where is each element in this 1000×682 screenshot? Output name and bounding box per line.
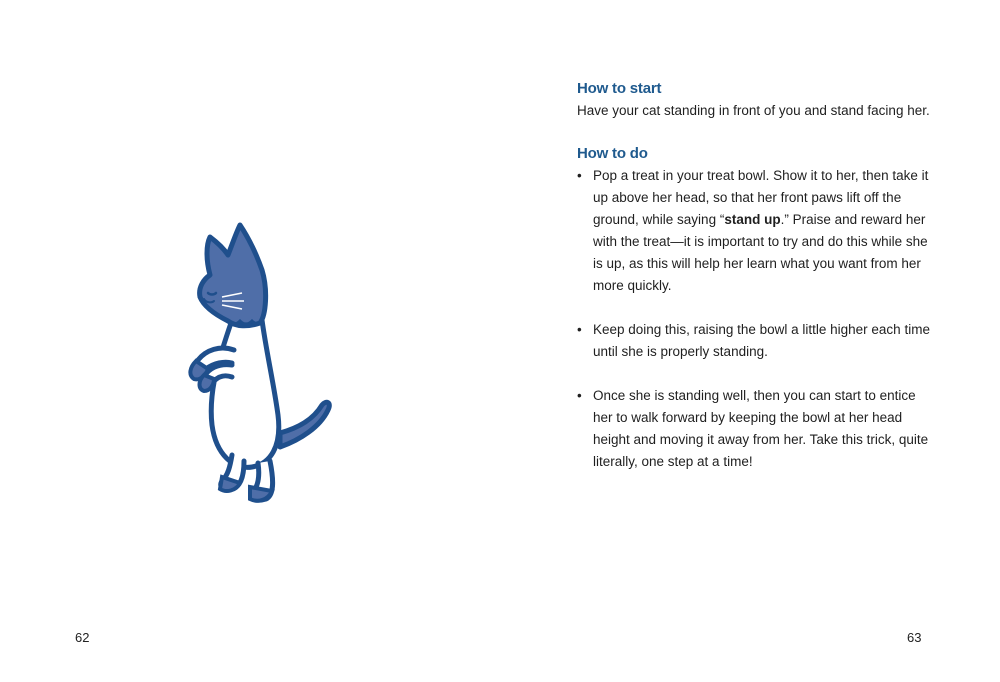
list-item [577, 165, 937, 297]
right-page [500, 0, 1000, 682]
bullet-icon: • [577, 168, 582, 183]
heading-how-to-do: How to do [577, 145, 648, 162]
list-item [577, 319, 937, 363]
instructions [577, 78, 937, 473]
step-text-after: .” Praise and reward her with the treat—it is important to try and do this while she is up, as this will help her learn what you want from her more quickly. [593, 212, 928, 293]
bullet-icon: • [577, 388, 582, 403]
step-text: Once she is standing well, then you can start to entice her to walk forward by keeping the bowl at her head height and moving it away from her. Take this trick, quite literally, one step at a time! [593, 388, 929, 469]
list-item [577, 385, 937, 473]
bullet-icon: • [577, 322, 582, 337]
steps-list [577, 165, 937, 473]
standing-cat-illustration [170, 215, 345, 510]
step-text-before: Pop a treat in your treat bowl. Show it to her, then take it up above her head, so that her front paws lift off the ground, while saying “ [593, 168, 929, 227]
command-stand-up: stand up [724, 212, 781, 227]
start-text: Have your cat standing in front of you and stand facing her. [577, 103, 930, 118]
page-number-left: 62 [75, 630, 90, 645]
step-text: Keep doing this, raising the bowl a little higher each time until she is properly standing. [593, 322, 930, 359]
page-number-right: 63 [907, 630, 922, 645]
heading-how-to-start: How to start [577, 80, 662, 97]
